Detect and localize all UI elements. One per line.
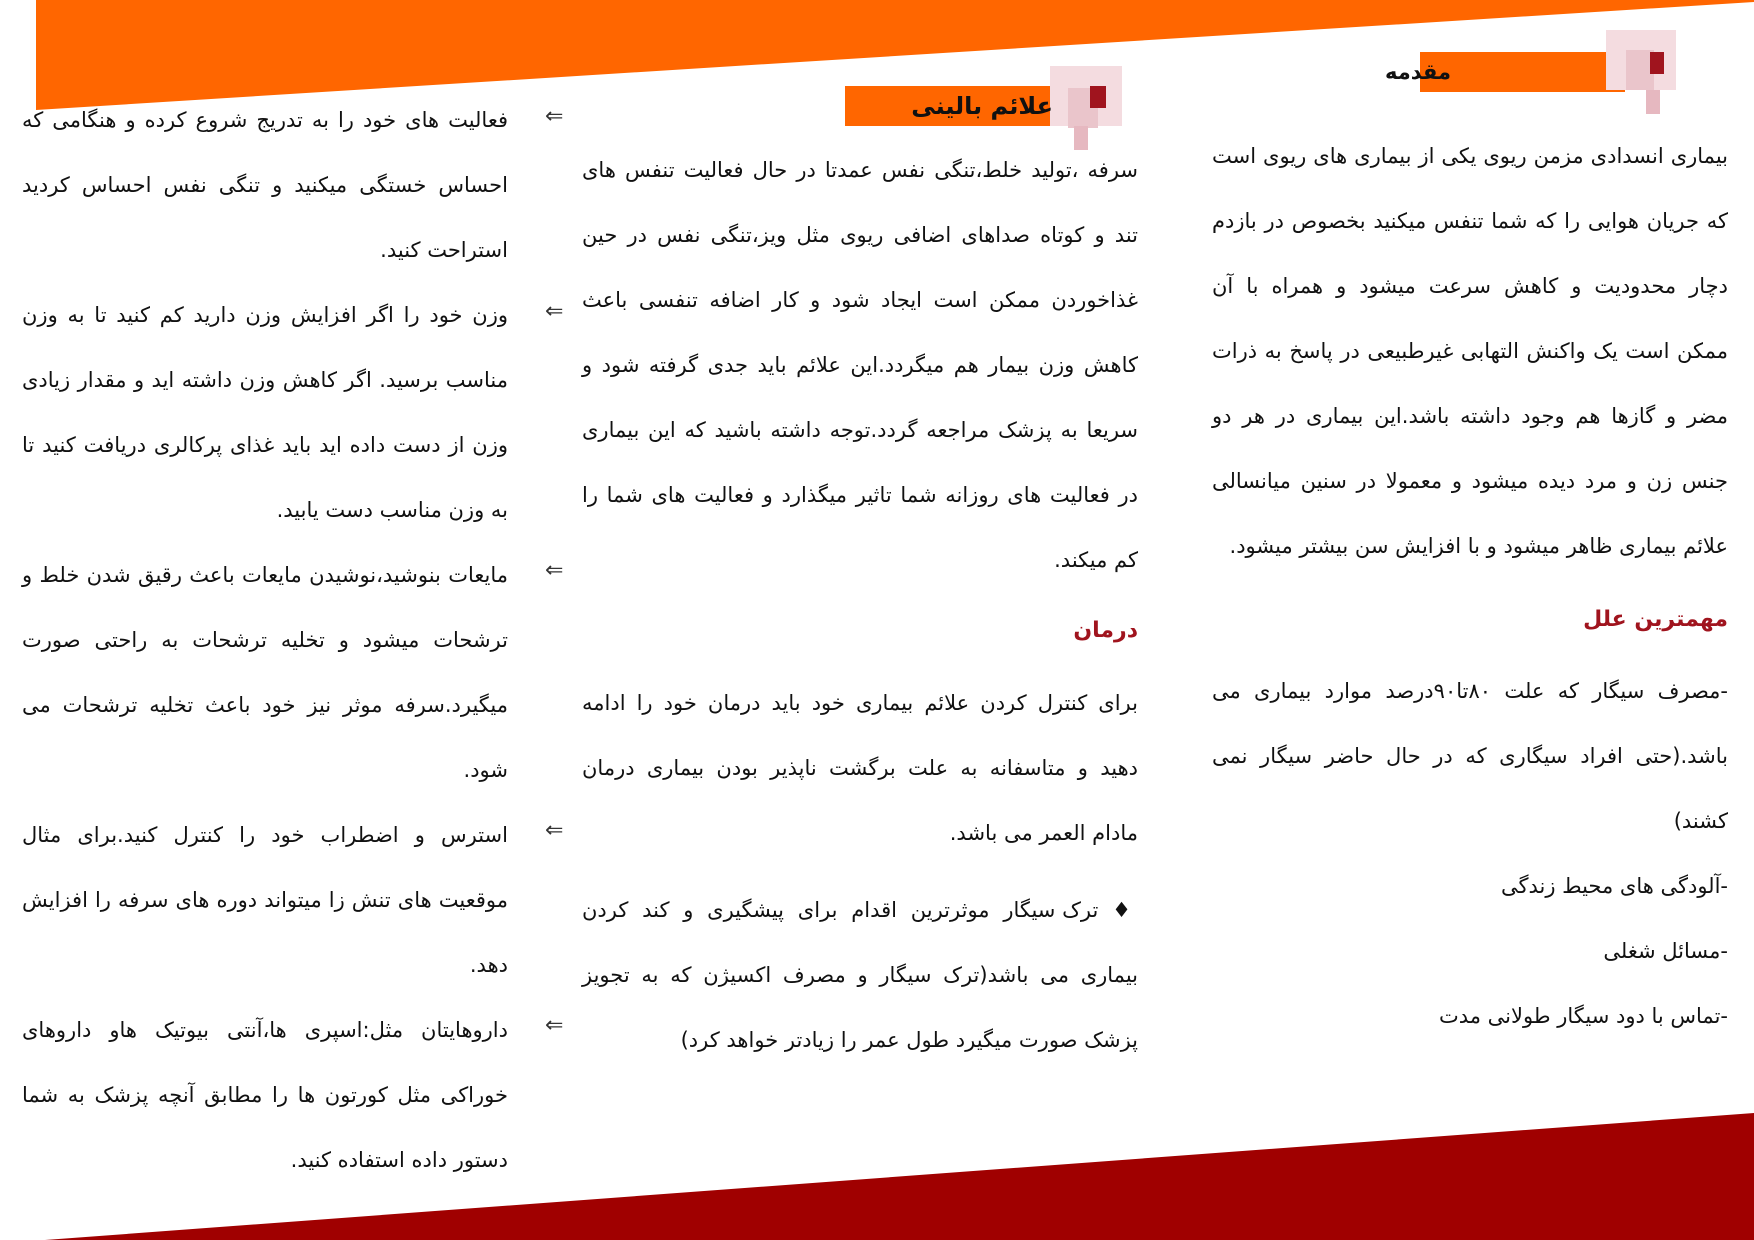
left-arrow-icon: ⇐ [545, 299, 564, 324]
left-arrow-icon: ⇐ [545, 558, 564, 583]
tips-column [22, 88, 508, 1193]
cause-item: -آلودگی های محیط زندگی [1500, 874, 1728, 898]
intro-paragraph: بیماری انسدادی مزمن ریوی یکی از بیماری های ریوی است که جریان هوایی را که شما تنفس میکنید بخصوص در بازدم دچار محدودیت و کاهش سرعت میشود و همراه با آن ممکن است یک واکنش التهابی غیرطبیعی در پاسخ به ذرات مضر و گازها هم وجود داشته باشد.این بیماری در هر دو جنس زن و مرد دیده میشود و معمولا در سنین میانسالی علائم بیماری ظاهر میشود و با افزایش سن بیشتر میشود. [1212, 144, 1728, 558]
tip-item: داروهایتان مثل:اسپری ها،آنتی بیوتیک هاو داروهای خوراکی مثل کورتون ها را مطابق آنچه پزشک به شما دستور داده استفاده کنید. [22, 1018, 508, 1172]
left-arrow-icon: ⇐ [545, 818, 564, 843]
treatment-title: درمان [1073, 618, 1138, 643]
symptoms-treatment-column [582, 138, 1138, 1073]
tip-item: فعالیت های خود را به تدریج شروع کرده و هنگامی که احساس خستگی میکنید و تنگی نفس احساس کردید استراحت کنید. [22, 108, 508, 262]
symptoms-title: علائم بالینی [911, 92, 1053, 120]
intro-column [1212, 124, 1728, 1049]
intro-heading-tiles [1606, 30, 1676, 114]
symptoms-paragraph: سرفه ،تولید خلط،تنگی نفس عمدتا در حال فعالیت تنفس های تند و کوتاه صداهای اضافی ریوی مثل ویز،تنگی نفس در حین غذاخوردن ممکن است ایجاد شود و کار اضافه تنفسی باعث کاهش وزن بیمار هم میگردد.این علائم باید جدی گرفته شود و سریعا به پزشک مراجعه گردد.توجه داشته باشید که این بیماری در فعالیت های روزانه شما تاثیر میگذارد و فعالیت های شما را کم میکند. [582, 158, 1138, 572]
diamond-bullet-icon: ♦ [1112, 898, 1139, 922]
left-arrow-icon: ⇐ [545, 104, 564, 129]
intro-title: مقدمه [1385, 60, 1451, 84]
left-arrow-icon: ⇐ [545, 1013, 564, 1038]
cause-item: -مسائل شغلی [1603, 939, 1728, 963]
cause-item: -تماس با دود سیگار طولانی مدت [1438, 1004, 1728, 1028]
tip-item: وزن خود را اگر افزایش وزن دارید کم کنید تا به وزن مناسب برسید. اگر کاهش وزن داشته اید و مقدار زیادی وزن از دست داده اید باید غذای پرکالری دریافت کنید تا به وزن مناسب دست یابید. [22, 303, 508, 522]
treatment-bullet-text: ترک سیگار موثرترین اقدام برای پیشگیری و کند کردن بیماری می باشد(ترک سیگار و مصرف اکسیژن که به تجویز پزشک صورت میگیرد طول عمر را زیادتر خواهد کرد) [582, 898, 1138, 1052]
treatment-paragraph: برای کنترل کردن علائم بیماری خود باید درمان خود را ادامه دهید و متاسفانه به علت برگشت ناپذیر بودن بیماری درمان مادام العمر می باشد. [582, 691, 1138, 845]
causes-title: مهمترین علل [1583, 607, 1728, 632]
cause-item: -مصرف سیگار که علت ۸۰تا۹۰درصد موارد بیماری می باشد.(حتی افراد سیگاری که در حال حاضر سیگار نمی کشند) [1212, 679, 1728, 833]
treatment-bullet-item [582, 878, 1138, 1073]
tip-item: مایعات بنوشید،نوشیدن مایعات باعث رقیق شدن خلط و ترشحات میشود و تخلیه ترشحات به راحتی صورت میگیرد.سرفه موثر نیز خود باعث تخلیه ترشحات می شود. [22, 563, 508, 782]
tip-item: استرس و اضطراب خود را کنترل کنید.برای مثال موقعیت های تنش زا میتواند دوره های سرفه را افزایش دهد. [22, 823, 508, 977]
